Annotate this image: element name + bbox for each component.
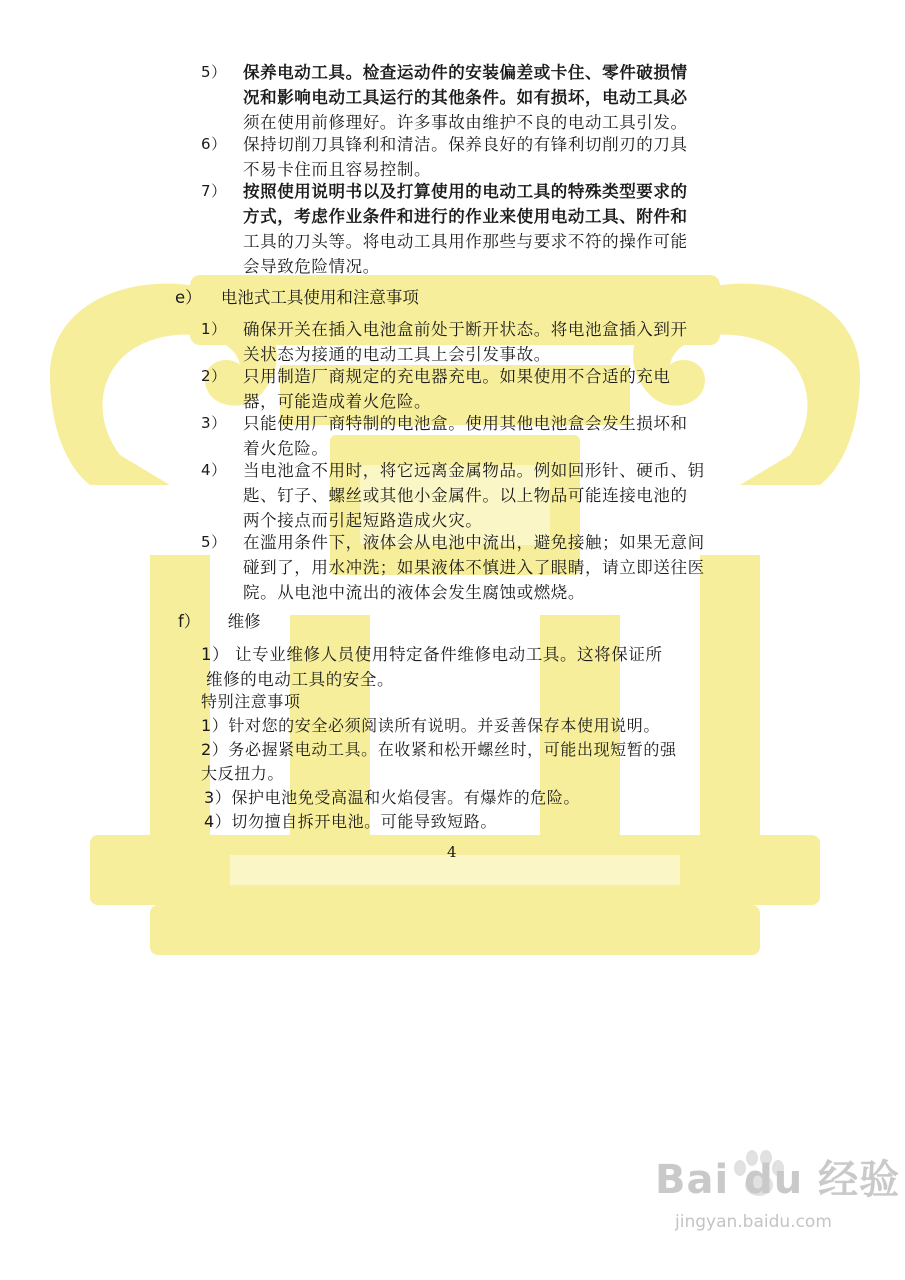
item-text-line: 着火危险。 [243, 439, 329, 458]
item-text-line: 况和影响电动工具运行的其他条件。如有损坏，电动工具必 [243, 88, 688, 107]
item-number: 6） [201, 135, 227, 153]
paragraph-line: 1） 让专业维修人员使用特定备件维修电动工具。这将保证所 [201, 645, 663, 664]
item-number: 1） [201, 320, 227, 338]
item-text-line: 保养电动工具。检查运动件的安装偏差或卡住、零件破损情 [243, 63, 688, 82]
baidu-url: jingyan.baidu.com [675, 1212, 832, 1232]
list-item [0, 179, 905, 283]
item-text-line: 在滥用条件下，液体会从电池中流出，避免接触；如果无意间 [243, 533, 705, 552]
item-text-line: 须在使用前修理好。许多事故由维护不良的电动工具引发。 [243, 113, 688, 132]
special-note-line: 大反扭力。 [201, 764, 285, 783]
item-number: 3） [201, 414, 227, 432]
item-text-line: 不易卡住而且容易控制。 [243, 160, 432, 179]
list-item [0, 458, 905, 536]
item-text-line: 只能使用厂商特制的电池盒。使用其他电池盒会发生损坏和 [243, 414, 688, 433]
section-label: e） [175, 288, 202, 307]
item-text-line: 院。从电池中流出的液体会发生腐蚀或燃烧。 [243, 583, 585, 602]
section-title: 电池式工具使用和注意事项 [220, 288, 419, 307]
baidu-logo-text: Bai du 经验 [655, 1157, 901, 1203]
section-heading [178, 609, 261, 634]
item-text-line: 关状态为接通的电动工具上会引发事故。 [243, 345, 551, 364]
special-notes-title: 特别注意事项 [201, 692, 301, 711]
special-note-line: 2）务必握紧电动工具。在收紧和松开螺丝时，可能出现短暂的强 [201, 740, 677, 759]
item-text-line: 按照使用说明书以及打算使用的电动工具的特殊类型要求的 [243, 182, 688, 201]
item-text-line: 碰到了，用水冲洗；如果液体不慎进入了眼睛，请立即送往医 [243, 558, 705, 577]
item-text-line: 方式，考虑作业条件和进行的作业来使用电动工具、附件和 [243, 207, 688, 226]
item-number: 5） [201, 533, 227, 551]
list-item [0, 364, 905, 416]
page-number: 4 [447, 843, 457, 861]
special-notes [201, 690, 761, 834]
list-item [0, 411, 905, 463]
item-text-line: 匙、钉子、螺丝或其他小金属件。以上物品可能连接电池的 [243, 486, 688, 505]
paragraph [201, 642, 741, 692]
item-number: 4） [201, 461, 227, 479]
list-item [0, 60, 905, 140]
list-item [0, 530, 905, 608]
item-text-line: 工具的刀头等。将电动工具用作那些与要求不符的操作可能 [243, 232, 688, 251]
item-text-line: 只用制造厂商规定的充电器充电。如果使用不合适的充电 [243, 367, 671, 386]
list-item [0, 132, 905, 184]
list-item [0, 317, 905, 369]
section-heading [175, 285, 419, 310]
section-title: 维修 [227, 612, 261, 631]
item-text-line: 保持切削刀具锋利和清洁。保养良好的有锋利切削刃的刀具 [243, 135, 688, 154]
paragraph-line: 维修的电动工具的安全。 [206, 670, 395, 689]
section-label: f） [178, 612, 201, 631]
item-number: 7） [201, 182, 227, 200]
item-text-line: 当电池盒不用时，将它远离金属物品。例如回形针、硬币、钥 [243, 461, 705, 480]
item-text-line: 两个接点而引起短路造成火灾。 [243, 511, 483, 530]
item-text-line: 会导致危险情况。 [243, 257, 380, 276]
item-number: 2） [201, 367, 227, 385]
item-text-line: 器，可能造成着火危险。 [243, 392, 432, 411]
special-note-line: 1）针对您的安全必须阅读所有说明。并妥善保存本使用说明。 [201, 716, 660, 735]
item-text-line: 确保开关在插入电池盒前处于断开状态。将电池盒插入到开 [243, 320, 688, 339]
special-note-line: 3）保护电池免受高温和火焰侵害。有爆炸的危险。 [204, 788, 580, 807]
special-note-line: 4）切勿擅自拆开电池。可能导致短路。 [204, 812, 497, 831]
item-number: 5） [201, 63, 227, 81]
